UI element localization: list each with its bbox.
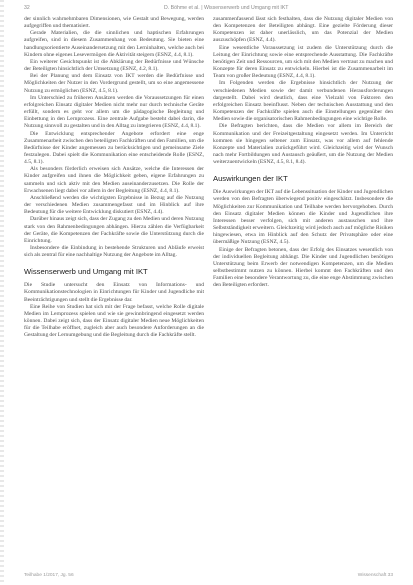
body-paragraph: Die Befragten berichten, dass die Medien vor allem im Bereich der Kommunikation und der Freizeitgestaltung eingesetzt werden. Im Unterricht kommen sie hingegen seltener zum Einsatz, was vor allem auf fehlende Konzepte und Materialien zurückgeführt wird. Gleichzeitig wird der Wunsch nach mehr Fortbildungen und Austausch geäußert, um die Nutzung der Medien weiterzuentwickeln (ESNZ, 4.5, 8.1, 8.4). bbox=[213, 123, 393, 166]
running-head-text: D. Böhme et al. | Wissenserwerb und Umgang mit IKT bbox=[164, 5, 289, 11]
left-column bbox=[24, 16, 204, 569]
section-heading: Wissenserwerb und Umgang mit IKT bbox=[24, 267, 148, 277]
body-paragraph: Einige der Befragten betonen, dass der Erfolg des Einsatzes wesentlich von der individuellen Begleitung abhängt. Die Kinder und Jugendlichen benötigen Unterstützung beim Erwerb der notwendigen Kompetenzen, um die Medien selbstbestimmt nutzen zu können. Hierbei kommt den Fachkräften und den Familien eine besondere Verantwortung zu, die eine enge Abstimmung zwischen den Beteiligten erfordert. bbox=[213, 246, 393, 289]
body-paragraph: Ein weiterer Gesichtspunkt ist die Abklärung der Bedürfnisse und Wünsche der Beteiligten hinsichtlich der Umsetzung (ESNZ, 4.2, 8.1). bbox=[24, 58, 204, 73]
body-paragraph: Im Unterschied zu früheren Ansätzen werden die Voraussetzungen für einen erfolgreichen Einsatz digitaler Medien nicht mehr nur durch technische Geräte erfüllt, sondern es geht vor allem um die pädagogische Begleitung und Einbettung in den Lernprozess. Eine zentrale Aufgabe besteht dabei darin, die Nutzung sinnvoll zu gestalten und in den Alltag zu integrieren (ESNZ, 4.4, 8.1). bbox=[24, 94, 204, 130]
body-paragraph: Anschließend werden die wichtigsten Ergebnisse in Bezug auf die Nutzung der verschiedenen Medien zusammengefasst und im Hinblick auf ihre Bedeutung für die weitere Entwicklung diskutiert (ESNZ, 4.4). bbox=[24, 194, 204, 216]
body-paragraph: Eine Reihe von Studien hat sich mit der Frage befasst, welche Rolle digitale Medien im Lernprozess spielen und wie sie gewinnbringend eingesetzt werden können. Dabei zeigt sich, dass der Einsatz digitaler Medien neue Möglichkeiten für die Teilhabe eröffnet, zugleich aber auch besondere Anforderungen an die Gestaltung der Lernumgebung und die Begleitung durch die Fachkräfte stellt. bbox=[24, 303, 204, 339]
body-paragraph: Im Folgenden werden die Ergebnisse hinsichtlich der Nutzung der verschiedenen Medien sowie der damit verbundenen Herausforderungen dargestellt. Dabei wird deutlich, dass eine Vielzahl von Faktoren den erfolgreichen Einsatz beeinflusst. Neben der technischen Ausstattung und den Kompetenzen der Fachkräfte spielen auch die Einstellungen gegenüber den Medien sowie die organisatorischen Rahmenbedingungen eine wichtige Rolle. bbox=[213, 80, 393, 123]
body-paragraph: Die Auswirkungen der IKT auf die Lebenssituation der Kinder und Jugendlichen werden von den Befragten überwiegend positiv eingeschätzt. Insbesondere die Möglichkeiten zur Kommunikation und Teilhabe werden hervorgehoben. Durch den Einsatz digitaler Medien können die Kinder und Jugendlichen ihre Interessen besser verfolgen, sich mit anderen austauschen und ihre Selbstständigkeit erweitern. Gleichzeitig wird jedoch auch auf mögliche Risiken hingewiesen, etwa im Hinblick auf den Schutz der Privatsphäre oder eine übermäßige Nutzung (ESNZ, 4.5). bbox=[213, 189, 393, 246]
running-head bbox=[16, 5, 405, 15]
body-paragraph: Gerade Materialien, die die sinnlichen und haptischen Erfahrungen aufgreifen, sind in diesem Zusammenhang von Bedeutung. Sie bieten eine handlungsorientierte Auseinandersetzung mit den Lerninhalten, welche auch bei Kindern ohne eigenes Lesevermögen die Aktivität steigern (ESNZ, 4.4, 8.1). bbox=[24, 30, 204, 58]
body-paragraph: Bei der Planung und dem Einsatz von IKT werden die Bedürfnisse und Möglichkeiten der Nutzer in den Vordergrund gestellt, um so eine angemessene Nutzung zu ermöglichen (ESNZ, 4.5, 8.1). bbox=[24, 73, 204, 94]
body-paragraph: Die Studie untersucht den Einsatz von Informations- und Kommunikationstechnologien in Einrichtungen für Kinder und Jugendliche mit Beeinträchtigungen und stellt die Ergebnisse dar. bbox=[24, 282, 204, 303]
right-column bbox=[213, 16, 393, 569]
section-heading: Auswirkungen der IKT bbox=[213, 174, 288, 184]
body-paragraph: Eine wesentliche Voraussetzung ist zudem die Unterstützung durch die Leitung der Einrichtung sowie eine entsprechende Ausstattung. Die Fachkräfte benötigen Zeit und Ressourcen, um sich mit den Medien vertraut zu machen und Konzepte für deren Einsatz zu entwickeln. Hierbei ist die Zusammenarbeit im Team von großer Bedeutung (ESNZ, 4.4, 8.1). bbox=[213, 44, 393, 80]
page-edge-binding bbox=[0, 0, 4, 585]
footer-section: Wissenschaft 33 bbox=[357, 573, 393, 578]
body-paragraph: Darüber hinaus zeigt sich, dass der Zugang zu den Medien und deren Nutzung stark von den Rahmenbedingungen abhängen. Hierzu zählen die Verfügbarkeit der Geräte, die Kompetenzen der Fachkräfte sowie die Unterstützung durch die Einrichtung. bbox=[24, 216, 204, 244]
body-paragraph: der sinnlich wahrnehmbaren Dimensionen, wie Gestalt und Bewegung, werden aufgegriffen und thematisiert. bbox=[24, 16, 204, 30]
footer-journal: Teilhabe 1/2017, Jg. 56 bbox=[24, 573, 74, 578]
page-footer bbox=[16, 573, 405, 581]
body-paragraph: Insbesondere die Einbindung in bestehende Strukturen und Abläufe erweist sich als zentral für eine nachhaltige Nutzung der Angebote im Alltag. bbox=[24, 245, 204, 259]
page-number: 32 bbox=[24, 5, 30, 11]
body-paragraph: Als besonders förderlich erweisen sich Ansätze, welche die Interessen der Kinder aufgreifen und ihnen die Möglichkeit geben, eigene Erfahrungen zu sammeln und sich aktiv mit den Medien auseinanderzusetzen. Die Rolle der Erwachsenen liegt dabei vor allem in der Begleitung (ESNZ, 4.4, 8.1). bbox=[24, 166, 204, 194]
body-paragraph: Die Entwicklung entsprechender Angebote erfordert eine enge Zusammenarbeit zwischen den beteiligten Fachkräften und den Familien, um die Bedürfnisse der Kinder angemessen zu berücksichtigen und gemeinsame Ziele festzulegen. Dabei spielt die Kommunikation eine entscheidende Rolle (ESNZ, 4.5, 8.1). bbox=[24, 130, 204, 166]
body-paragraph: zusammenfassend lässt sich festhalten, dass die Nutzung digitaler Medien von den Kompetenzen der Beteiligten abhängt. Eine gezielte Förderung dieser Kompetenzen ist daher unerlässlich, um das Potenzial der Medien auszuschöpfen (ESNZ, 4.4). bbox=[213, 16, 393, 44]
